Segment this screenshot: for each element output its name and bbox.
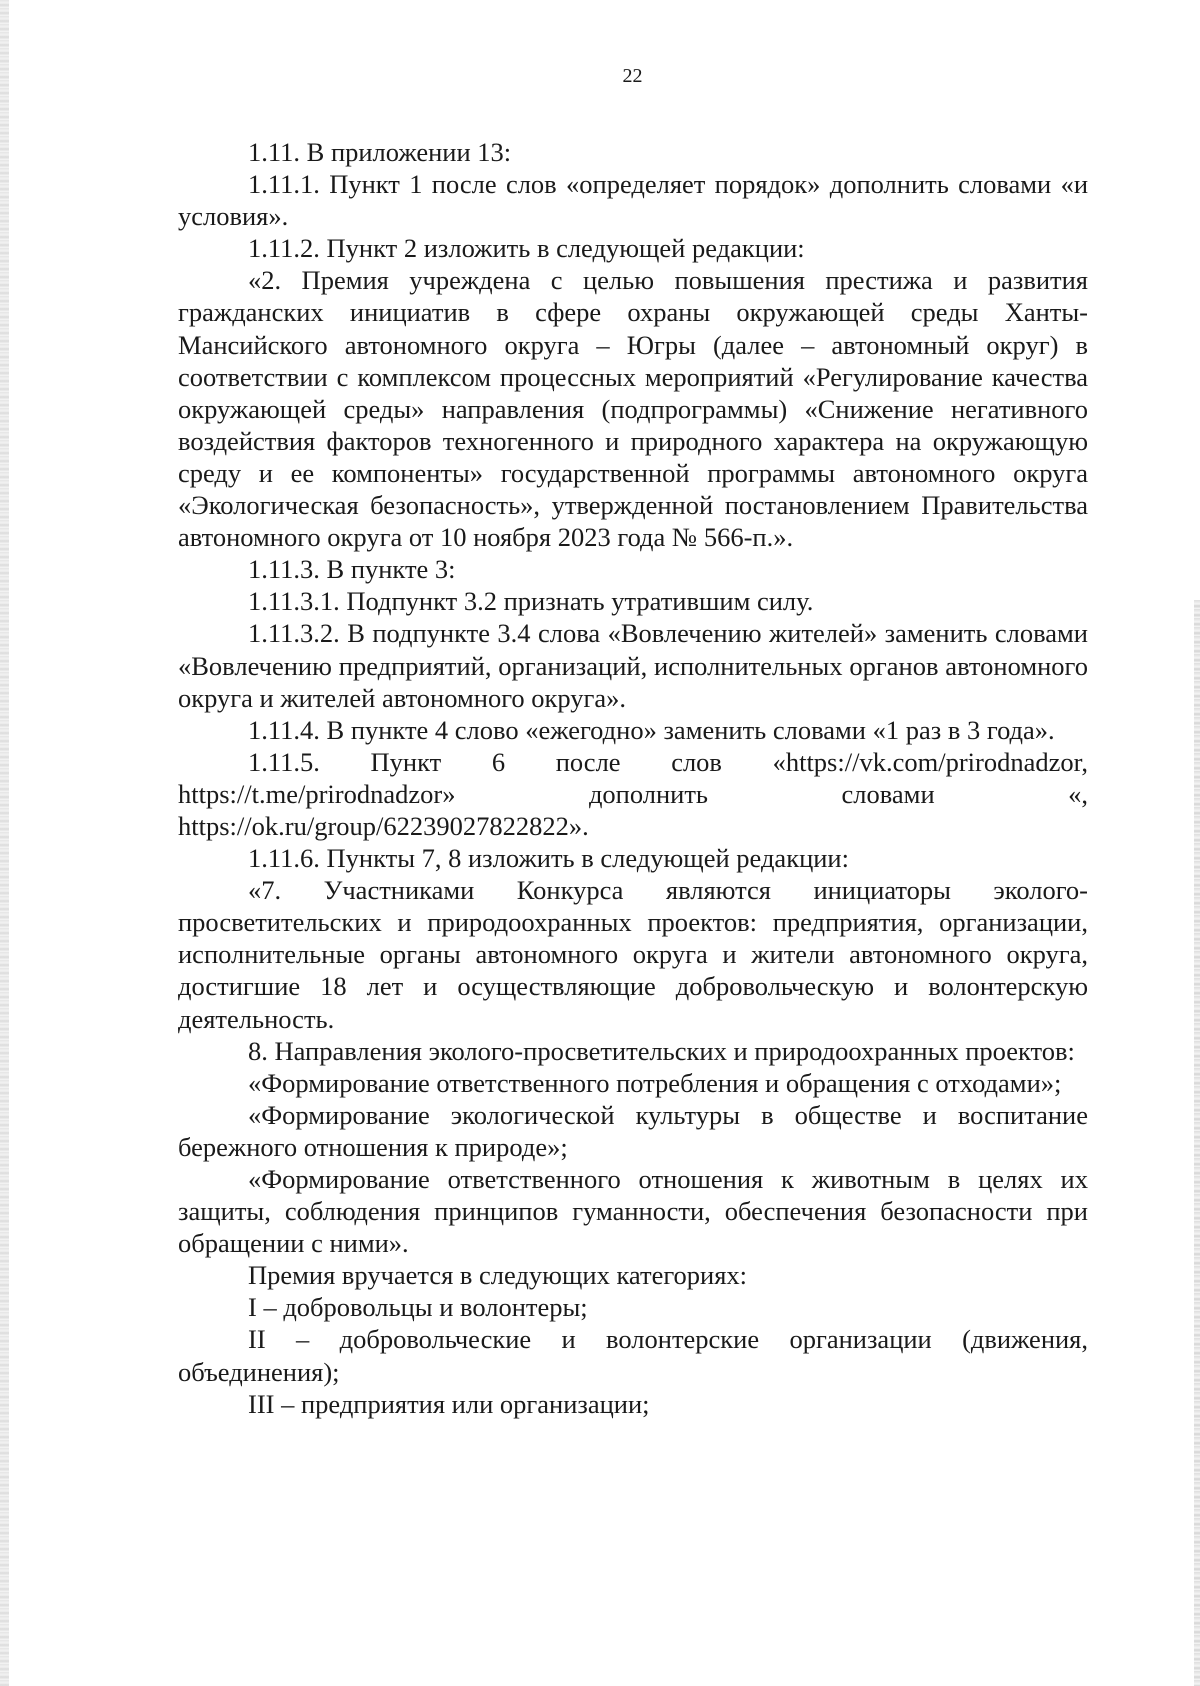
- paragraph-1-11-5: 1.11.5. Пункт 6 после слов «https://vk.com/prirodnadzor, https://t.me/prirodnadzor» дополнить словами «, https://ok.ru/group/62239027822822».: [178, 746, 1088, 841]
- paragraph-1-11-1: 1.11.1. Пункт 1 после слов «определяет порядок» дополнить словами «и условия».: [178, 169, 1088, 232]
- page-number: 22: [622, 65, 643, 87]
- scan-edge-right: [1194, 600, 1200, 1686]
- paragraph-1-11-4: 1.11.4. В пункте 4 слово «ежегодно» заменить словами «1 раз в 3 года».: [248, 714, 1055, 745]
- paragraph-category-1: I – добровольцы и волонтеры;: [248, 1292, 588, 1323]
- paragraph-1-11-6: 1.11.6. Пункты 7, 8 изложить в следующей редакции:: [248, 843, 849, 874]
- paragraph-direction-consumption: «Формирование ответственного потребления и обращения с отходами»;: [248, 1067, 1062, 1098]
- paragraph-category-2: II – добровольческие и волонтерские организации (движения, объединения);: [178, 1324, 1088, 1387]
- paragraph-1-11-3-1: 1.11.3.1. Подпункт 3.2 признать утратившим силу.: [248, 586, 814, 617]
- paragraph-1-11-3: 1.11.3. В пункте 3:: [248, 554, 456, 585]
- paragraph-category-3: III – предприятия или организации;: [248, 1388, 650, 1419]
- paragraph-1-11-3-2: 1.11.3.2. В подпункте 3.4 слова «Вовлечению жителей» заменить словами «Вовлечению предприятий, организаций, исполнительных органов автономного округа и жителей автономного округа».: [178, 618, 1088, 713]
- paragraph-1-11: 1.11. В приложении 13:: [248, 137, 512, 167]
- paragraph-direction-animals: «Формирование ответственного отношения к животным в целях их защиты, соблюдения принципов гуманности, обеспечения безопасности при обращении с ними».: [178, 1164, 1088, 1259]
- paragraph-project-directions: 8. Направления эколого-просветительских и природоохранных проектов:: [248, 1035, 1075, 1066]
- scan-edge-left: [0, 0, 9, 1686]
- document-body: [178, 136, 1088, 1420]
- paragraph-direction-culture: «Формирование экологической культуры в обществе и воспитание бережного отношения к природе»;: [178, 1099, 1088, 1162]
- paragraph-participants: «7. Участниками Конкурса являются инициаторы эколого-просветительских и природоохранных проектов: предприятия, организации, исполнительные органы автономного округа и жители автономного округа, достигшие 18 лет и осуществляющие добровольческую и волонтерскую деятельность.: [178, 875, 1088, 1034]
- paragraph-categories-intro: Премия вручается в следующих категориях:: [248, 1260, 748, 1291]
- paragraph-1-11-2: 1.11.2. Пункт 2 изложить в следующей редакции:: [248, 233, 805, 264]
- paragraph-premium-purpose: «2. Премия учреждена с целью повышения престижа и развития гражданских инициатив в сфере охраны окружающей среды Ханты-Мансийского автономного округа – Югры (далее – автономный округ) в соответствии с комплексом процессных мероприятий «Регулирование качества окружающей среды» направления (подпрограммы) «Снижение негативного воздействия факторов техногенного и природного характера на окружающую среду и ее компоненты» государственной программы автономного округа «Экологическая безопасность», утвержденной постановлением Правительства автономного округа от 10 ноября 2023 года № 566-п.».: [178, 265, 1088, 553]
